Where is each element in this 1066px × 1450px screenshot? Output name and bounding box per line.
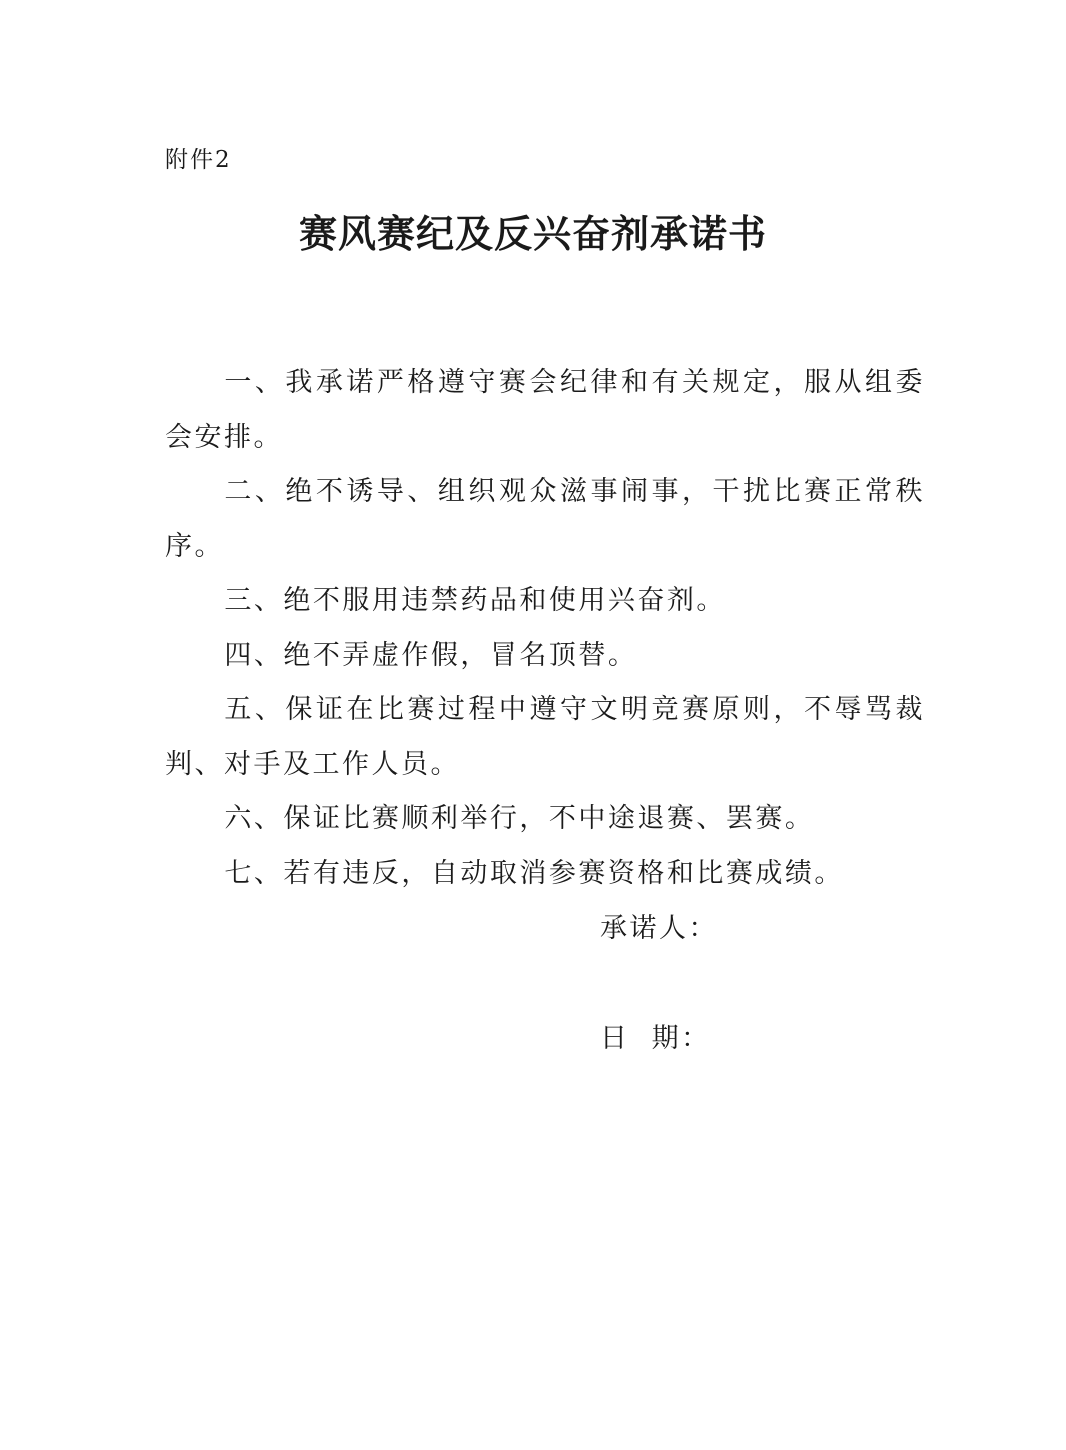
date-label: 日 期： xyxy=(600,1023,711,1054)
clause-5: 五、保证在比赛过程中遵守文明竞赛原则，不辱骂裁判、对手及工作人员。 xyxy=(165,694,925,780)
document-title: 赛风赛纪及反兴奋剂承诺书 xyxy=(298,212,767,256)
document-body xyxy=(165,356,925,901)
clause-6: 六、保证比赛顺利举行，不中途退赛、罢赛。 xyxy=(224,803,815,834)
clause-4: 四、绝不弄虚作假，冒名顶替。 xyxy=(224,639,638,671)
clause-2: 二、绝不诱导、组织观众滋事闹事，干扰比赛正常秩序。 xyxy=(165,476,925,562)
clause-7: 七、若有违反，自动取消参赛资格和比赛成绩。 xyxy=(224,857,844,889)
clause-1: 一、我承诺严格遵守赛会纪律和有关规定，服从组委会安排。 xyxy=(165,367,925,453)
attachment-label: 附件2 xyxy=(165,147,232,173)
promisor-label: 承诺人： xyxy=(600,913,718,944)
clause-3: 三、绝不服用违禁药品和使用兴奋剂。 xyxy=(224,585,726,616)
